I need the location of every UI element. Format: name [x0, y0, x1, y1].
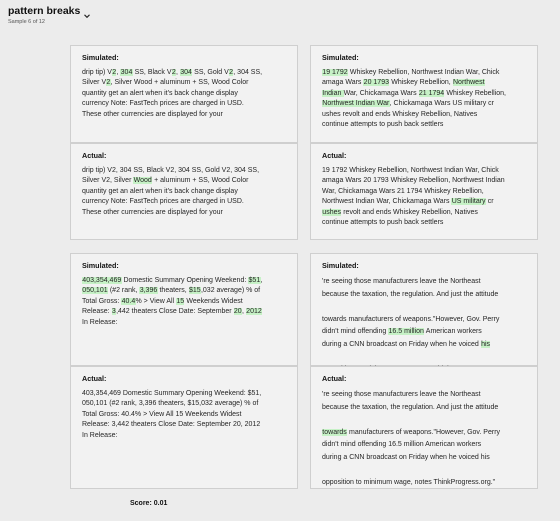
highlighted-token: 19 1792: [322, 69, 348, 76]
text-segment: 19 1792 Whiskey Rebellion, Northwest Indian War, Chick: [322, 167, 499, 174]
text-line: [82, 176, 287, 186]
text-segment: towards manufacturers of weapons."However, Gov. Perry: [322, 315, 500, 323]
text-segment: Weekends Widest: [184, 297, 243, 305]
highlighted-token: 304: [120, 69, 133, 76]
highlighted-token: 2: [106, 79, 111, 87]
text-segment: Total Gross:: [82, 297, 122, 305]
text-line: [82, 276, 287, 286]
text-line: [82, 318, 287, 328]
card-heading: Simulated:: [82, 261, 119, 270]
text-segment: Total Gross: 40.4% > View All 15 Weekends Widest: [82, 410, 242, 418]
text-segment: Whiskey Rebellion,: [444, 89, 506, 97]
text-segment: theaters,: [157, 287, 189, 295]
text-line: [82, 89, 287, 99]
text-line: [322, 452, 527, 465]
text-line: [322, 176, 527, 186]
text-segment: In Release:: [82, 318, 118, 326]
text-line: [322, 99, 527, 109]
text-line: [82, 208, 287, 218]
text-line: [322, 208, 527, 218]
text-line: [322, 351, 527, 364]
text-segment: Release:: [82, 308, 112, 316]
highlighted-token: 2: [171, 69, 176, 76]
text-segment: These other currencies are displayed for your: [82, 110, 223, 118]
text-segment: drip tip) V: [82, 69, 112, 76]
page-header: [8, 5, 91, 25]
text-segment: currency Note: FastTech prices are charged in USD.: [82, 100, 244, 108]
card-heading: Simulated:: [82, 53, 119, 62]
text-segment: ,032 average) % of: [200, 287, 261, 295]
text-segment: In Release:: [82, 431, 118, 439]
text-line: [322, 187, 527, 197]
card-heading: Actual:: [322, 151, 347, 160]
card-actual-2: [310, 143, 538, 240]
text-line: [82, 166, 287, 176]
highlighted-token: towards: [322, 428, 347, 436]
text-segment: continue attempts to push back settlers: [322, 219, 444, 227]
highlighted-token: 40.4: [121, 297, 136, 305]
text-segment: quantity get an alert when it's back change display: [82, 187, 238, 195]
text-line: [322, 78, 527, 88]
text-line: [322, 389, 527, 402]
text-segment: These other currencies are displayed for your: [82, 208, 223, 216]
text-line: [82, 78, 287, 88]
highlighted-token: 304: [180, 69, 192, 76]
text-line: [322, 110, 527, 120]
text-segment: continue attempts to push back settlers: [322, 121, 444, 129]
text-line: [322, 68, 527, 78]
text-segment: ,: [176, 69, 180, 76]
text-segment: , Silver Wood + aluminum + SS, Wood Color: [110, 79, 249, 87]
text-segment: Domestic Summary Opening Weekend:: [121, 277, 249, 284]
text-segment: cr: [485, 198, 494, 206]
text-segment: ,: [116, 69, 121, 76]
card-actual-4: [310, 366, 538, 489]
highlighted-token: Indian: [322, 89, 344, 97]
text-line: [322, 276, 527, 289]
text-line: [82, 389, 287, 399]
card-heading: Actual:: [82, 151, 107, 160]
text-segment: Whiskey Rebellion, Northwest Indian War, Chick: [347, 69, 500, 76]
text-segment: SS, Gold V: [192, 69, 229, 76]
card-simulated-3: [70, 253, 298, 366]
highlighted-token: 3,396: [139, 287, 158, 295]
card-heading: Simulated:: [322, 53, 359, 62]
text-segment: drip tip) V2, 304 SS, Black V2, 304 SS, Gold V2, 304 SS,: [82, 167, 260, 174]
highlighted-token: Northwest Indian War: [322, 100, 390, 108]
text-segment: quantity get an alert when it's back change display: [82, 89, 238, 97]
text-segment: 're seeing those manufacturers leave the Northeast: [322, 278, 481, 285]
text-segment: Whiskey Rebellion,: [389, 79, 453, 87]
text-segment: Northwest Indian War, Chickamaga Wars: [322, 198, 452, 206]
highlighted-token: 15: [176, 297, 185, 305]
text-line: [322, 402, 527, 415]
highlighted-token: 21 1794: [418, 89, 445, 97]
text-line: [322, 314, 527, 327]
highlighted-token: $15: [188, 287, 201, 295]
text-line: [82, 68, 287, 78]
text-line: [82, 99, 287, 109]
chevron-down-icon[interactable]: [83, 7, 91, 15]
text-line: [322, 301, 527, 314]
text-segment: American workers: [424, 328, 482, 335]
highlighted-token: US military: [451, 198, 486, 206]
highlighted-token: 2012: [246, 308, 262, 316]
text-segment: currency Note: FastTech prices are charged in USD.: [82, 198, 244, 206]
highlighted-token: 403,354,469: [82, 277, 122, 284]
text-line: [322, 166, 527, 176]
text-segment: % > View All: [135, 297, 177, 305]
text-segment: War, Chickamaga Wars: [343, 89, 419, 97]
text-segment: amaga Wars: [322, 79, 364, 87]
text-line: [82, 187, 287, 197]
text-segment: because the taxation, the regulation. And just the attitude: [322, 290, 499, 298]
text-segment: opposition to minimum wage, notes ThinkProgress.org.": [322, 478, 496, 486]
text-segment: during a CNN broadcast on Friday when he voiced his: [322, 453, 490, 461]
text-line: [322, 339, 527, 352]
text-segment: amaga Wars 20 1793 Whiskey Rebellion, Northwest Indian: [322, 177, 505, 185]
text-line: [82, 307, 287, 317]
text-segment: , 304 SS,: [233, 69, 263, 76]
text-line: [322, 326, 527, 339]
text-segment: 're seeing those manufacturers leave the Northeast: [322, 391, 481, 398]
text-segment: manufacturers of weapons."However, Gov. Perry: [347, 428, 501, 436]
text-segment: didn't mind offending 16.5 million American workers: [322, 441, 482, 448]
score-label: Score: 0.01: [130, 500, 168, 507]
highlighted-token: 16.5 million: [388, 328, 424, 335]
text-line: [322, 218, 527, 228]
text-segment: ,: [260, 277, 263, 284]
text-segment: revolt and ends Whiskey Rebellion, Natives: [341, 208, 478, 216]
text-line: [322, 289, 527, 302]
text-segment: + aluminum + SS, Wood Color: [152, 177, 249, 185]
text-line: [322, 414, 527, 427]
card-heading: Actual:: [82, 374, 107, 383]
text-line: [82, 286, 287, 296]
text-segment: because the taxation, the regulation. And just the attitude: [322, 403, 499, 411]
text-line: [82, 297, 287, 307]
highlighted-token: 2: [229, 69, 233, 76]
text-line: [322, 439, 527, 452]
card-actual-3: [70, 366, 298, 489]
highlighted-token: $51: [248, 277, 261, 284]
text-segment: ,442 theaters Close Date: September: [116, 308, 234, 316]
highlighted-token: 2: [112, 69, 117, 76]
highlighted-token: Wood: [133, 177, 152, 185]
card-simulated-2: [310, 45, 538, 143]
highlighted-token: 20 1793: [363, 79, 389, 87]
text-segment: 050,101 (#2 rank, 3,396 theaters, $15,032 average) % of: [82, 400, 259, 408]
text-segment: , Chickamaga Wars US military cr: [389, 100, 495, 108]
highlighted-token: 050,101: [82, 287, 108, 295]
text-line: [322, 464, 527, 477]
text-segment: ushes revolt and ends Whiskey Rebellion, Natives: [322, 110, 478, 118]
card-heading: Actual:: [322, 374, 347, 383]
highlighted-token: 3: [111, 308, 116, 316]
highlighted-token: his: [481, 340, 491, 348]
title-dropdown[interactable]: [8, 5, 91, 17]
card-simulated-4: [310, 253, 538, 366]
text-segment: War, Chickamaga Wars 21 1794 Whiskey Rebellion,: [322, 187, 484, 195]
card-heading: Simulated:: [322, 261, 359, 270]
text-line: [322, 477, 527, 490]
text-segment: (#2 rank,: [107, 287, 140, 295]
text-line: [322, 427, 527, 440]
highlighted-token: 20: [233, 308, 242, 316]
text-line: [82, 420, 287, 430]
page-title: pattern breaks: [8, 5, 81, 17]
text-line: [322, 197, 527, 207]
highlighted-token: ushes: [322, 208, 341, 216]
text-line: [82, 197, 287, 207]
text-segment: SS, Black V: [132, 69, 172, 76]
text-segment: Silver V2, Silver: [82, 177, 134, 185]
text-segment: didn't mind offending: [322, 328, 389, 335]
text-segment: during a CNN broadcast on Friday when he voiced: [322, 340, 481, 348]
text-line: [82, 431, 287, 441]
text-segment: Silver V: [82, 79, 107, 87]
text-line: [82, 410, 287, 420]
card-actual-1: [70, 143, 298, 240]
text-line: [82, 399, 287, 409]
text-segment: ,: [241, 308, 246, 316]
sample-counter: Sample 6 of 12: [8, 19, 45, 25]
highlighted-token: Northwest: [453, 79, 485, 87]
text-line: [322, 89, 527, 99]
text-line: [82, 110, 287, 120]
card-simulated-1: [70, 45, 298, 143]
text-line: [322, 120, 527, 130]
text-segment: Release: 3,442 theaters Close Date: September 20, 2012: [82, 421, 261, 429]
text-segment: 403,354,469 Domestic Summary Opening Weekend: $51,: [82, 390, 262, 397]
